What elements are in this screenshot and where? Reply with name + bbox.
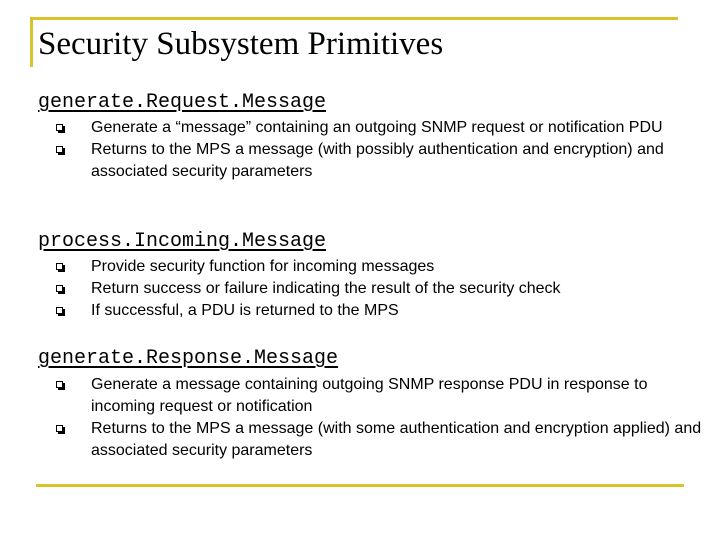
- slide-title: Security Subsystem Primitives: [38, 26, 444, 62]
- section-bullets-generate-response-message: [56, 374, 706, 462]
- list-item: [56, 117, 706, 139]
- checkbox-bullet-icon: [56, 263, 63, 270]
- checkbox-bullet-icon: [56, 381, 63, 388]
- bullet-text: If successful, a PDU is returned to the MPS: [91, 302, 399, 319]
- title-frame-left-rule: [30, 17, 33, 67]
- bullet-text: Returns to the MPS a message (with possibly authentication and encryption) and associated security parameters: [91, 141, 664, 180]
- checkbox-bullet-icon: [56, 124, 63, 131]
- checkbox-bullet-icon: [56, 146, 63, 153]
- section-bullets-process-incoming-message: [56, 256, 706, 322]
- bullet-text: Return success or failure indicating the result of the security check: [91, 280, 561, 297]
- bullet-text: Provide security function for incoming messages: [91, 258, 435, 275]
- list-item: [56, 374, 706, 418]
- list-item: [56, 418, 706, 462]
- section-bullets-generate-request-message: [56, 117, 706, 183]
- section-heading-generate-response-message: generate.Response.Message: [38, 347, 339, 370]
- bullet-text: Generate a message containing outgoing SNMP response PDU in response to incoming request or notification: [91, 376, 648, 415]
- section-heading-process-incoming-message: process.Incoming.Message: [38, 230, 327, 253]
- checkbox-bullet-icon: [56, 285, 63, 292]
- list-item: [56, 300, 706, 322]
- title-frame-top-rule: [30, 17, 678, 20]
- section-heading-generate-request-message: generate.Request.Message: [38, 91, 327, 114]
- list-item: [56, 256, 706, 278]
- checkbox-bullet-icon: [56, 425, 63, 432]
- list-item: [56, 278, 706, 300]
- list-item: [56, 139, 706, 183]
- bullet-text: Generate a “message” containing an outgoing SNMP request or notification PDU: [91, 119, 663, 136]
- footer-rule: [36, 484, 684, 487]
- checkbox-bullet-icon: [56, 307, 63, 314]
- bullet-text: Returns to the MPS a message (with some authentication and encryption applied) and associated security parameters: [91, 420, 702, 459]
